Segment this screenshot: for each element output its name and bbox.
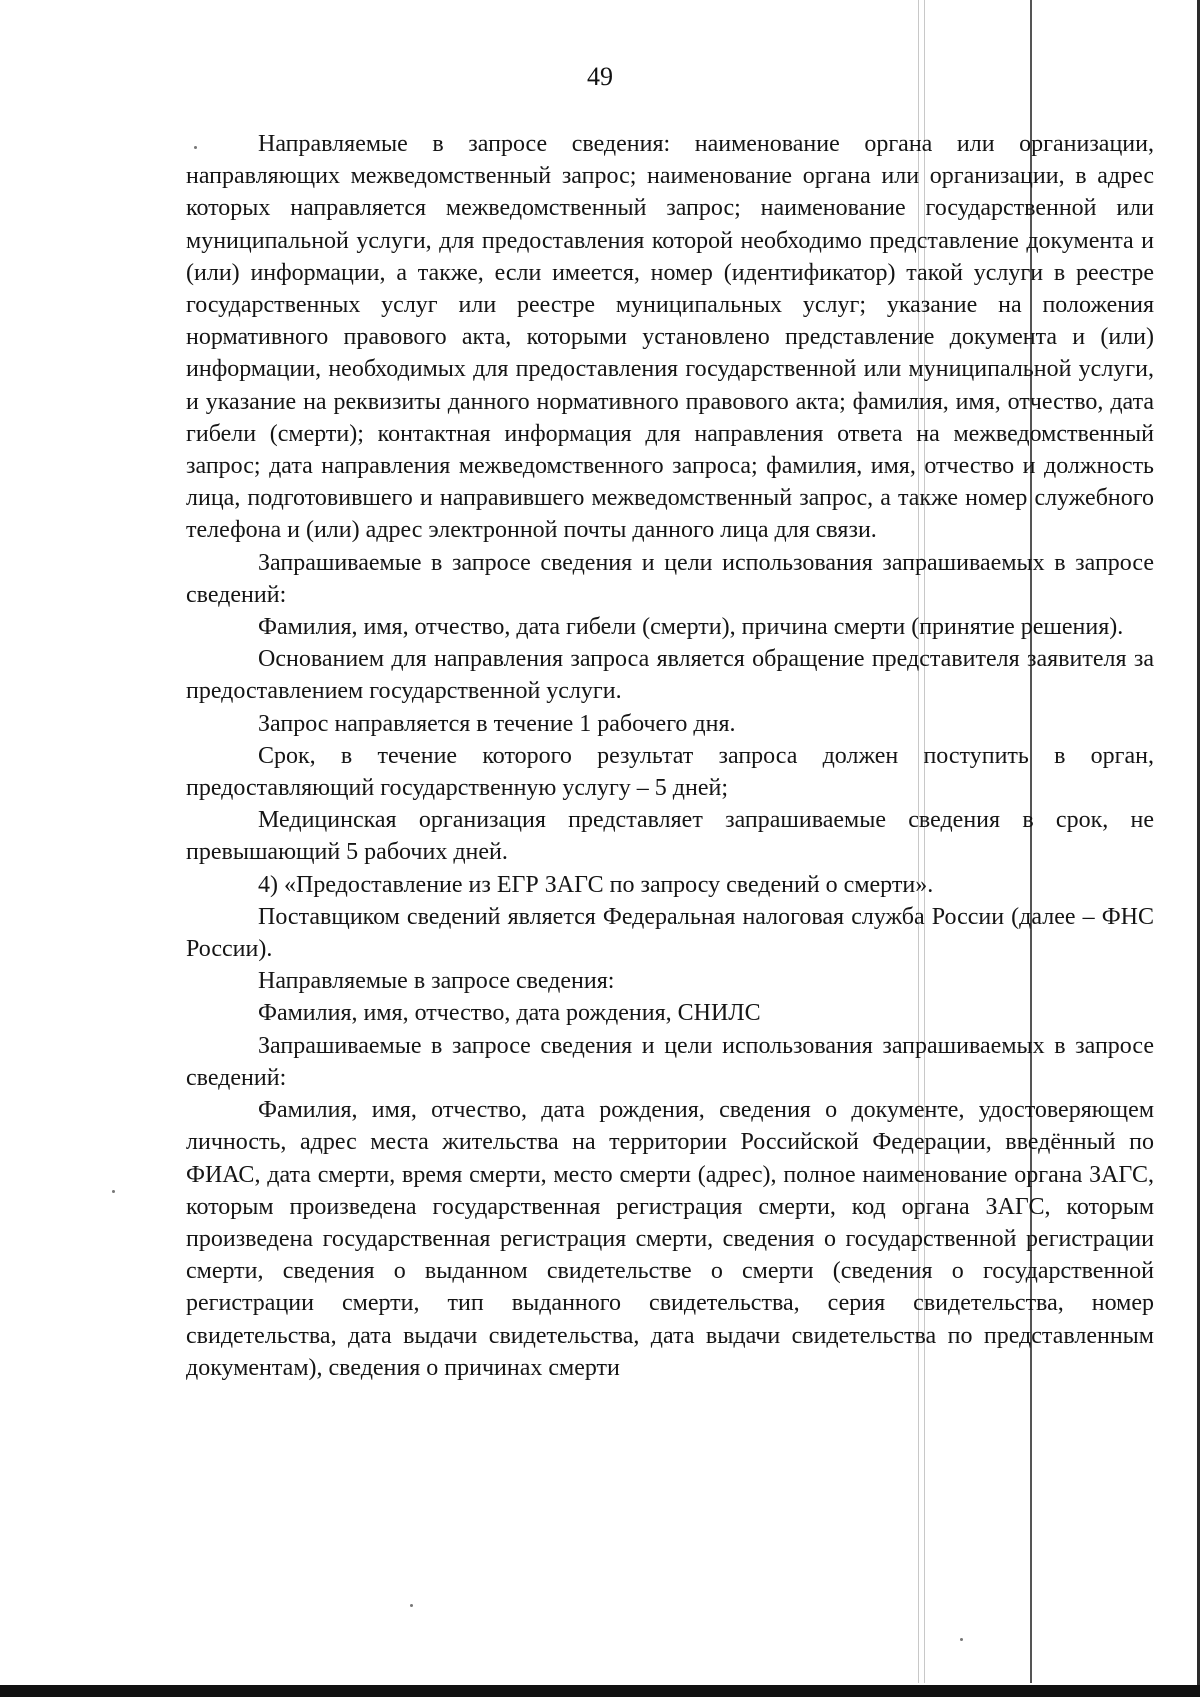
paragraph: Направляемые в запросе сведения: (258, 968, 615, 995)
paragraph: Запрашиваемые в запросе сведения и цели использования запрашиваемых в запросе сведений: (186, 1032, 1154, 1091)
paragraph: Медицинская организация представляет запрашиваемые сведения в срок, не превышающий 5 рабочих дней. (186, 807, 1154, 866)
paragraph: Основанием для направления запроса является обращение представителя заявителя за предоставлением государственной услуги. (186, 646, 1154, 705)
paragraph: Срок, в течение которого результат запроса должен поступить в орган, предоставляющий государственную услугу – 5 дней; (186, 742, 1154, 802)
scan-speck (410, 1604, 413, 1607)
paragraph: Запрос направляется в течение 1 рабочего дня. (258, 710, 736, 737)
paragraph: Фамилия, имя, отчество, дата рождения, сведения о документе, удостоверяющем личность, адрес места жительства на территории Российской Федерации, введённый по ФИАС, дата смерти, время смерти, место смерти (адрес), полное наименование органа ЗАГС, которым произведена государственная регистрация смерти, код органа ЗАГС, которым произведена государственная регистрация смерти, сведения о государственной регистрации смерти, сведения о выданном свидетельстве о смерти (сведения о государственной регистрации смерти, тип выданного свидетельства, серия свидетельства, номер свидетельства, дата выдачи свидетельства, дата выдачи свидетельства по представленным документам), сведения о причинах смерти (186, 1097, 1154, 1381)
paragraph: Запрашиваемые в запросе сведения и цели использования запрашиваемых в запросе сведений: (186, 549, 1154, 608)
paragraph: Фамилия, имя, отчество, дата гибели (смерти), причина смерти (принятие решения). (258, 614, 1124, 641)
scan-speck (112, 1190, 115, 1193)
page-number: 49 (587, 62, 613, 91)
paragraph: Фамилия, имя, отчество, дата рождения, СНИЛС (258, 1000, 761, 1027)
scan-speck (960, 1638, 963, 1641)
body-text (186, 128, 1154, 1384)
paragraph: 4) «Предоставление из ЕГР ЗАГС по запросу сведений о смерти». (258, 871, 934, 898)
paragraph: Направляемые в запросе сведения: наименование органа или организации, направляющих межведомственный запрос; наименование органа или организации, в адрес которых направляется межведомственный запрос; наименование государственной или муниципальной услуги, для предоставления которой необходимо представление документа и (или) информации, а также, если имеется, номер (идентификатор) такой услуги в реестре государственных услуг или реестре муниципальных услуг; указание на положения нормативного правового акта, которыми установлено представление документа и (или) информации, необходимых для предоставления государственной или муниципальной услуги, и указание на реквизиты данного нормативного правового акта; фамилия, имя, отчество, дата гибели (смерти); контактная информация для направления ответа на межведомственный запрос; дата направления межведомственного запроса; фамилия, имя, отчество и должность лица, подготовившего и направившего межведомственный запрос, а также номер служебного телефона и (или) адрес электронной почты данного лица для связи. (186, 131, 1154, 544)
scan-bottom-edge (0, 1685, 1200, 1697)
paragraph: Поставщиком сведений является Федеральная налоговая служба России (далее – ФНС России). (186, 903, 1154, 963)
